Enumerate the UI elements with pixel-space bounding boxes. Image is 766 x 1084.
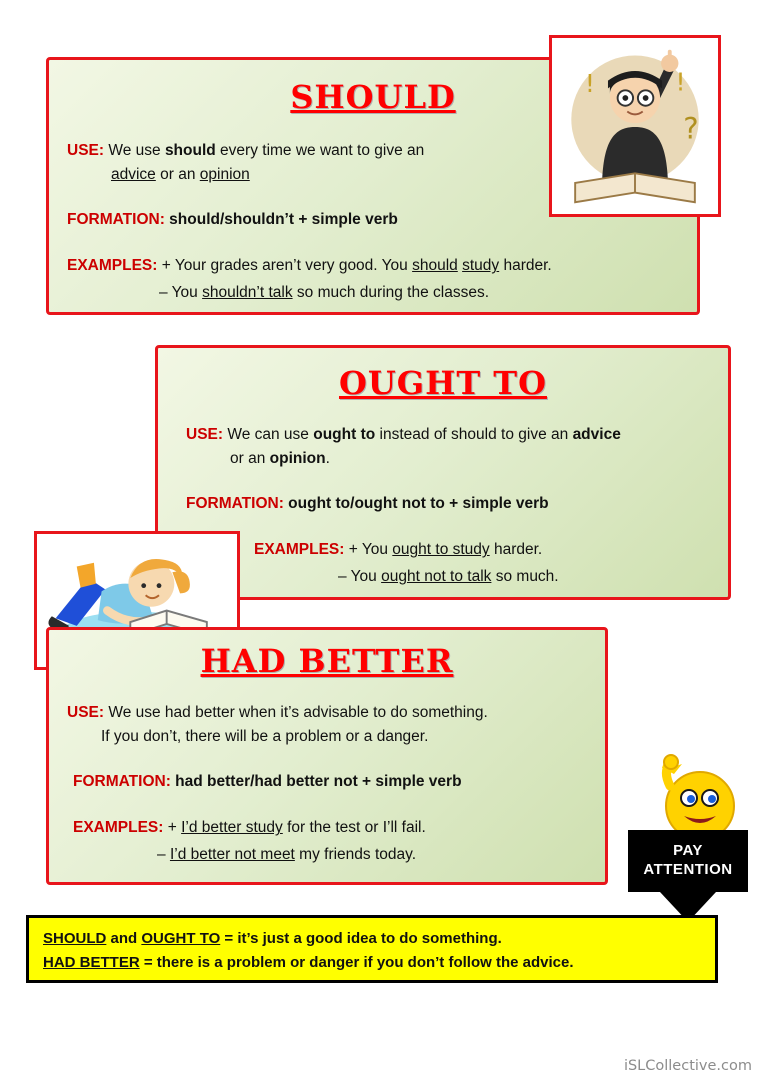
formation-text: should/shouldn’t + simple verb bbox=[169, 210, 398, 228]
ought-use-line-2 bbox=[230, 448, 728, 470]
ought-examples-line bbox=[254, 539, 728, 561]
example1-underline-1: should bbox=[412, 257, 458, 275]
example2-underline: ought not to talk bbox=[381, 567, 492, 585]
summary-should: SHOULD bbox=[43, 930, 107, 947]
example2-post: so much during the classes. bbox=[292, 283, 490, 301]
example2-pre: – bbox=[157, 845, 170, 863]
example1-underline: ought to study bbox=[392, 541, 490, 559]
ought-use-line bbox=[186, 424, 728, 446]
svg-text:!: ! bbox=[584, 69, 595, 99]
example1-pre: + Your grades aren’t very good. You bbox=[161, 257, 413, 275]
examples-label: EXAMPLES: bbox=[67, 257, 158, 275]
had-use-line-2 bbox=[101, 726, 605, 748]
had-examples-line bbox=[73, 817, 605, 839]
examples-label: EXAMPLES: bbox=[73, 819, 164, 837]
use-line2-post: . bbox=[325, 450, 330, 468]
had-better-section-panel bbox=[46, 627, 608, 885]
pay-attention-line-2: ATTENTION bbox=[643, 861, 733, 878]
ought-to-title: OUGHT TO bbox=[339, 364, 547, 402]
example2-pre: – You bbox=[338, 567, 382, 585]
use-label: USE: bbox=[186, 426, 224, 443]
svg-text:!: ! bbox=[675, 67, 686, 97]
use-text-bold: ought to bbox=[313, 426, 376, 443]
example2-pre: – You bbox=[159, 283, 203, 301]
use-text-2: If you don’t, there will be a problem or a danger. bbox=[101, 728, 429, 746]
had-use-line bbox=[67, 702, 605, 724]
use-label: USE: bbox=[67, 704, 105, 721]
example1-post: harder. bbox=[489, 541, 543, 559]
formation-text: had better/had better not + simple verb bbox=[175, 772, 462, 790]
example2-underline: shouldn’t talk bbox=[202, 283, 293, 301]
opinion-word: opinion bbox=[269, 450, 326, 468]
formation-label: FORMATION: bbox=[73, 772, 171, 790]
had-examples-line-2 bbox=[157, 844, 605, 866]
use-text-post: instead of should to give an bbox=[375, 426, 573, 443]
use-text-pre: We can use bbox=[227, 426, 314, 443]
example1-underline-2: study bbox=[462, 257, 500, 275]
advice-word: advice bbox=[111, 166, 156, 184]
opinion-word: opinion bbox=[199, 166, 250, 184]
summary-had-better: HAD BETTER bbox=[43, 954, 140, 971]
should-examples-line-2 bbox=[159, 282, 697, 304]
formation-text: ought to/ought not to + simple verb bbox=[288, 494, 549, 512]
use-line2-mid: or an bbox=[155, 166, 200, 184]
should-title: SHOULD bbox=[290, 78, 456, 116]
use-label: USE: bbox=[67, 142, 105, 159]
use-text-post: every time we want to give an bbox=[215, 142, 425, 159]
formation-label: FORMATION: bbox=[186, 494, 284, 512]
example1-post: for the test or I’ll fail. bbox=[282, 819, 426, 837]
example2-post: my friends today. bbox=[294, 845, 417, 863]
ought-to-section-panel bbox=[155, 345, 731, 600]
examples-label: EXAMPLES: bbox=[254, 541, 345, 559]
summary-ought-to: OUGHT TO bbox=[141, 930, 221, 947]
example1-pre: + bbox=[167, 819, 182, 837]
example2-post: so much. bbox=[491, 567, 559, 585]
svg-text:?: ? bbox=[683, 111, 699, 146]
summary-box bbox=[26, 915, 718, 983]
example1-underline: I’d better study bbox=[181, 819, 283, 837]
summary-line1-post: = it’s just a good idea to do something. bbox=[220, 930, 502, 947]
pay-attention-banner bbox=[628, 830, 748, 892]
ought-formation-line bbox=[186, 493, 728, 515]
ought-examples-line-2 bbox=[338, 566, 728, 588]
advice-word: advice bbox=[572, 426, 621, 443]
example2-underline: I’d better not meet bbox=[169, 845, 295, 863]
had-formation-line bbox=[73, 771, 605, 793]
teacher-image-box bbox=[549, 35, 721, 217]
example1-pre: + You bbox=[348, 541, 393, 559]
site-watermark: iSLCollective.com bbox=[623, 1058, 752, 1074]
teacher-pointing-icon bbox=[552, 38, 718, 214]
summary-line2-post: = there is a problem or danger if you don’t follow the advice. bbox=[139, 954, 574, 971]
use-text: We use had better when it’s advisable to do something. bbox=[108, 704, 488, 721]
pay-attention-line-1: PAY bbox=[673, 842, 703, 860]
use-line2-pre: or an bbox=[230, 450, 270, 468]
should-examples-line bbox=[67, 255, 697, 277]
had-better-title: HAD BETTER bbox=[200, 642, 454, 680]
summary-and: and bbox=[106, 930, 142, 947]
example1-post: harder. bbox=[499, 257, 552, 275]
use-text-pre: We use bbox=[108, 142, 165, 159]
formation-label: FORMATION: bbox=[67, 210, 165, 228]
summary-line-1 bbox=[43, 927, 701, 951]
summary-line-2 bbox=[43, 951, 701, 975]
use-text-bold: should bbox=[164, 142, 216, 159]
